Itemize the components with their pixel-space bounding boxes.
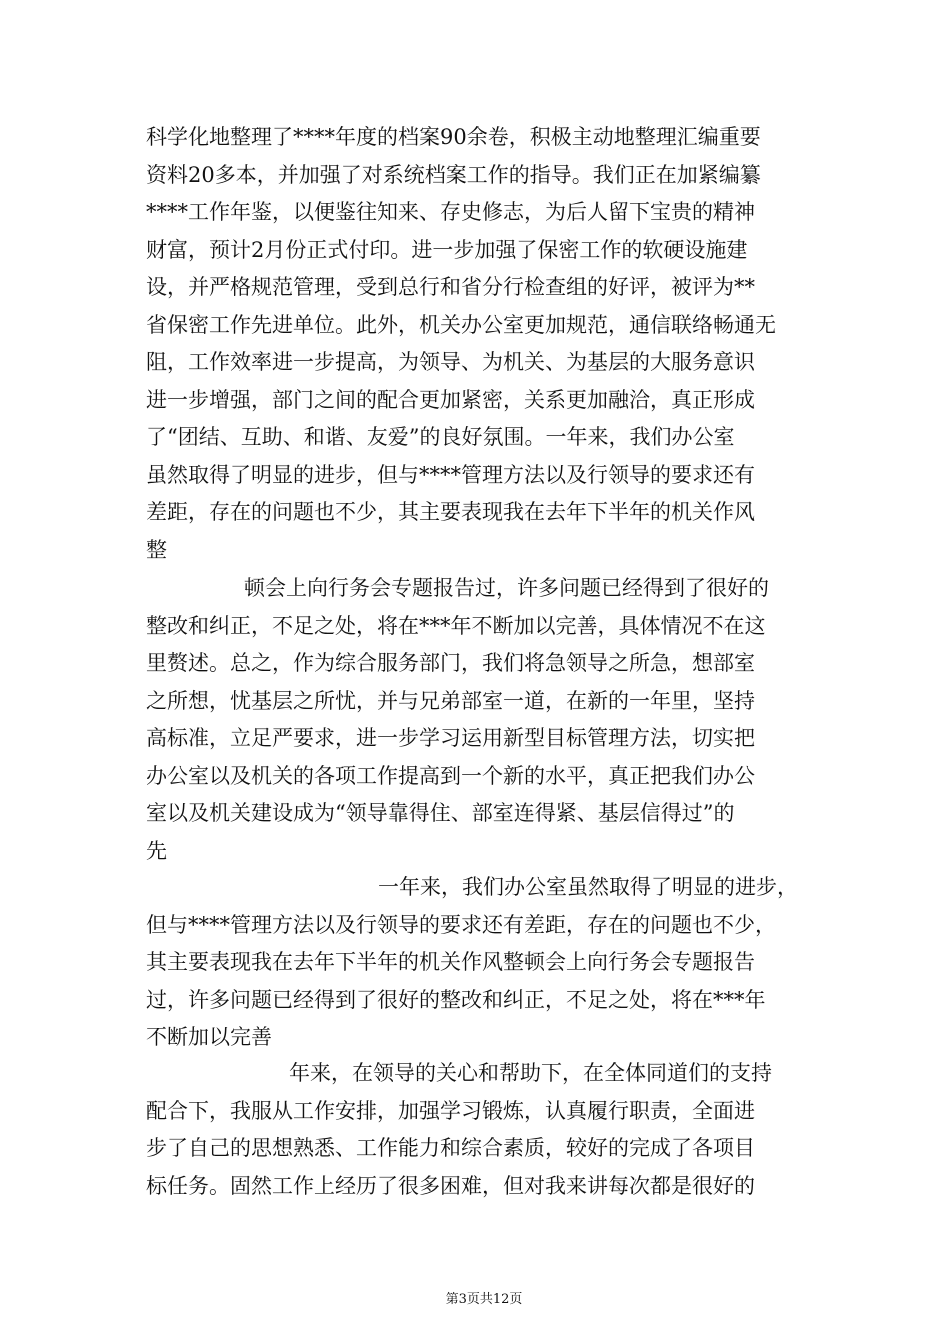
page-footer: 第3页共12页 — [445, 1292, 523, 1307]
text-line: 里赘述。总之，作为综合服务部门，我们将急领导之所急，想部室 — [146, 651, 755, 675]
text-line: 办公室以及机关的各项工作提高到一个新的水平，真正把我们办公 — [146, 763, 755, 788]
text-line: 虽然取得了明显的进步，但与****管理方法以及行领导的要求还有 — [146, 462, 755, 487]
text-line: 资料20多本，并加强了对系统档案工作的指导。我们正在加紧编纂 — [146, 162, 761, 187]
text-line: 其主要表现我在去年下半年的机关作风整顿会上向行务会专题报告 — [146, 950, 755, 974]
text-line: 过，许多问题已经得到了很好的整改和纠正，不足之处，将在***年 — [146, 987, 766, 1012]
paragraph-4 — [146, 1055, 811, 1205]
text-line: 不断加以完善 — [146, 1025, 272, 1049]
text-line: 整 — [146, 537, 167, 562]
text-line: 步了自己的思想熟悉、工作能力和综合素质，较好的完成了各项目 — [146, 1136, 755, 1160]
text-line: 顿会上向行务会专题报告过，许多问题已经得到了很好的 — [244, 576, 769, 600]
text-line: 科学化地整理了****年度的档案90余卷，积极主动地整理汇编重要 — [146, 125, 761, 149]
text-line: ****工作年鉴，以便鉴往知来、存史修志，为后人留下宝贵的精神 — [146, 200, 755, 224]
paragraph-1 — [146, 119, 811, 569]
text-line: 阻，工作效率进一步提高，为领导、为机关、为基层的大服务意识 — [146, 350, 755, 374]
text-line: 省保密工作先进单位。此外，机关办公室更加规范，通信联络畅通无 — [146, 312, 776, 337]
text-line: 标任务。固然工作上经历了很多困难，但对我来讲每次都是很好的 — [146, 1173, 755, 1198]
text-line: 财富，预计2月份正式付印。进一步加强了保密工作的软硬设施建 — [146, 237, 748, 262]
text-line: 先 — [146, 838, 167, 863]
text-line: 但与****管理方法以及行领导的要求还有差距，存在的问题也不少， — [146, 912, 776, 937]
text-line: 配合下，我服从工作安排，加强学习锻炼，认真履行职责，全面进 — [146, 1098, 755, 1123]
text-line: 高标准，立足严要求，进一步学习运用新型目标管理方法，切实把 — [146, 726, 755, 750]
text-line: 了“团结、互助、和谐、友爱”的良好氛围。一年来，我们办公室 — [146, 425, 735, 449]
text-line: 差距，存在的问题也不少，其主要表现我在去年下半年的机关作风 — [146, 500, 755, 524]
paragraph-2 — [146, 570, 811, 870]
text-line: 设，并严格规范管理，受到总行和省分行检查组的好评，被评为** — [146, 275, 755, 299]
text-line: 之所想，忧基层之所忧，并与兄弟部室一道，在新的一年里，坚持 — [146, 688, 755, 713]
text-line: 年来，在领导的关心和帮助下，在全体同道们的支持 — [289, 1061, 772, 1085]
paragraph-3 — [146, 869, 811, 1057]
text-line: 进一步增强，部门之间的配合更加紧密，关系更加融洽，真正形成 — [146, 387, 755, 412]
text-line: 一年来，我们办公室虽然取得了明显的进步， — [378, 875, 798, 899]
text-line: 整改和纠正，不足之处，将在***年不断加以完善，具体情况不在这 — [146, 613, 766, 638]
text-line: 室以及机关建设成为“领导靠得住、部室连得紧、基层信得过”的 — [146, 801, 735, 825]
